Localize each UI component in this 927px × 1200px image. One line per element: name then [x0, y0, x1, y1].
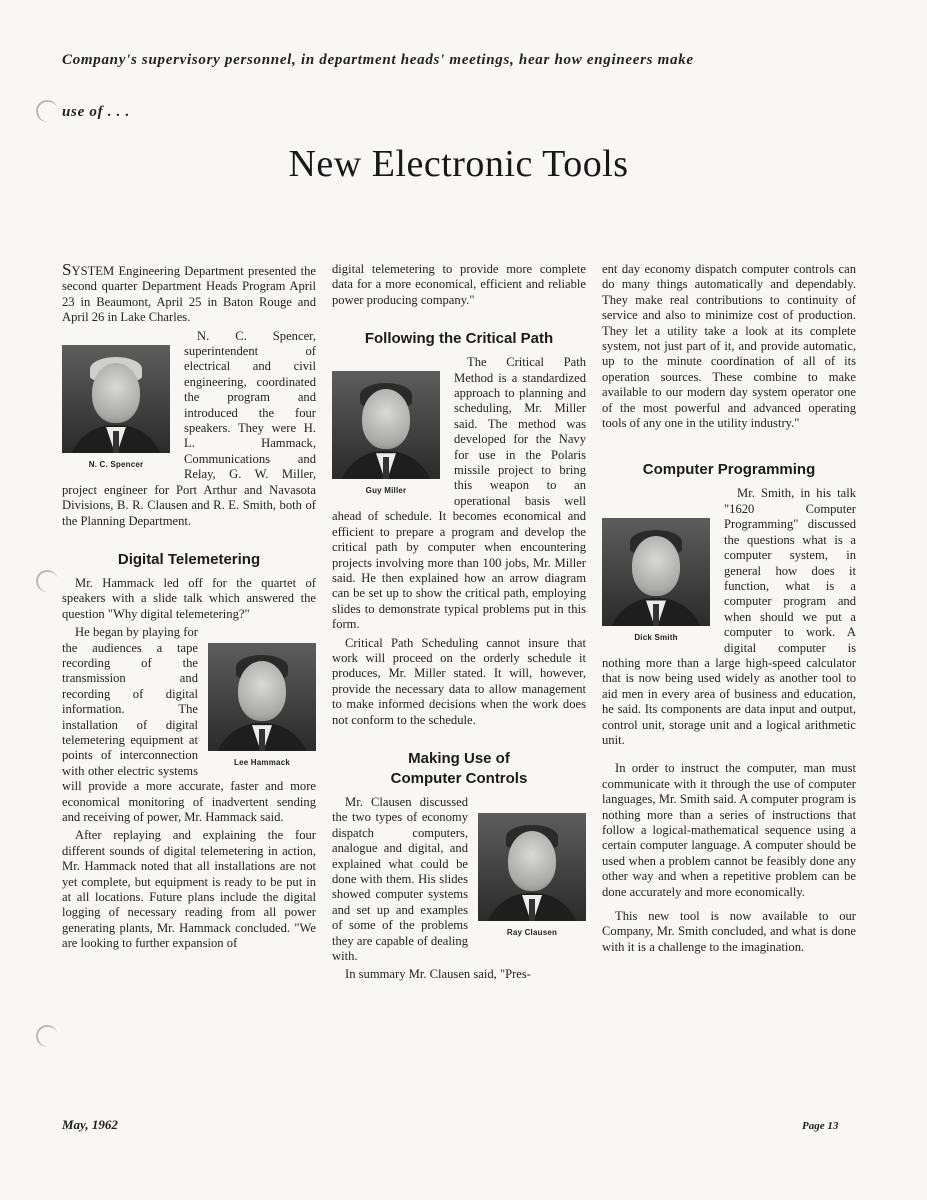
photo-caption: N. C. Spencer — [88, 459, 144, 469]
paragraph-text: YSTEM Engineering Department presented the second quarter Department Heads Program April 23 in Beaumont, April 25 in Baton Rouge and April 26 in Lake Charles. — [62, 264, 316, 325]
paragraph: digital telemetering to provide more complete data for a more economical, efficient and reliable power producing company." — [332, 262, 586, 307]
portrait-image — [602, 518, 710, 626]
column-2 — [332, 262, 586, 986]
section-heading-controls-line1: Making Use of — [408, 749, 510, 767]
paragraph: He began by playing for the audiences a tape recording of the transmission and recording of digital information. The installation of digital telemetering equipment at points of interconnection with other electric systems will provide a more accurate, faster and more economical monitoring of inadvertent sending and receiving of power, Mr. Hammack said. — [62, 625, 316, 824]
drop-cap: S — [62, 260, 72, 279]
column-3 — [602, 262, 856, 958]
article-title: New Electronic Tools — [288, 143, 629, 185]
paragraph: Mr. Hammack led off for the quartet of speakers with a slide talk which answered the question "Why digital telemetering?" — [62, 575, 316, 621]
paragraph — [62, 262, 316, 326]
photo-miller — [332, 371, 440, 498]
section-heading-controls-line2: Computer Controls — [390, 769, 528, 787]
paragraph: Mr. Clausen discussed the two types of economy dispatch computers, analogue and digital, and explained what could be done with them. His slides showed computer systems and set up and examples of some of the problems they are capable of dealing with. — [332, 794, 468, 964]
paragraph: After replaying and explaining the four different sounds of digital telemetering in action, Mr. Hammack noted that all installations are not yet complete, but equipment is ready to be put in at all locations. Future plans include the digital logging of necessary reading from all power generating plants, Mr. Hammack concluded. "We are looking to further expansion of — [62, 828, 316, 951]
paragraph: ent day economy dispatch computer controls can do many things automatically and dependably. They make real contributions to continuity of service and also to minimize cost of production. They let a utility take a look at its complete system, not just part of it, and provide automatic, up to the minute coordination of all of its operation sources. These combine to make available to our modern day system operator one of the most powerful and advanced operating tools of any one in the utility industry." — [602, 262, 856, 431]
paragraph: N. C. Spencer, superintendent of electrical and civil engineering, coordinated the program and introduced the four speakers. They were H. L. Hammack, Communications and Relay, G. W. Miller, project engineer for Port Arthur and Navasota Divisions, B. R. Clausen and R. E. Smith, both of the Planning Department. — [62, 328, 316, 528]
photo-caption: Ray Clausen — [506, 927, 558, 937]
photo-hammack — [208, 643, 316, 770]
column-1 — [62, 262, 316, 955]
photo-clausen — [478, 813, 586, 940]
photo-caption: Guy Miller — [365, 486, 407, 496]
photo-smith — [602, 518, 710, 645]
section-heading-computer-programming: Computer Programming — [642, 461, 816, 479]
punch-hole-mark — [34, 1023, 59, 1048]
portrait-image — [62, 345, 170, 453]
photo-caption: Dick Smith — [634, 633, 678, 643]
section-heading-critical-path: Following the Critical Path — [364, 330, 554, 348]
section-heading-digital-telemetering: Digital Telemetering — [117, 550, 261, 568]
footer-date: May, 1962 — [62, 1117, 118, 1132]
portrait-image — [332, 371, 440, 479]
paragraph: The Critical Path Method is a standardized approach to planning and scheduling, Mr. Miller said. The method was developed for the Navy for use in the Polaris missile project to bring this weapon to an operational basis well ahead of schedule. It becomes economical and efficient to prepare a program and develop the critical path by computer when encountering projects involving more than 100 jobs, Mr. Miller said. He then explained how an arrow diagram can be set up to show the critical path, employing slides to demonstrate typical problems put in this form. — [332, 355, 586, 632]
portrait-image — [478, 813, 586, 921]
punch-hole-mark — [34, 568, 59, 593]
footer-page-number: Page 13 — [802, 1120, 839, 1132]
paragraph: In order to instruct the computer, man must communicate with it through the use of computer languages, Mr. Smith said. A computer program is nothing more than a series of instructions that follow a logical-mathematical sequence using a certain computer language. A computer should be used when a problem cannot be feasibly done any other way and when a repetitive problem can be done accurately and more economically. — [602, 761, 856, 899]
intro-line-1: Company's supervisory personnel, in department heads' meetings, hear how engineers make — [62, 52, 694, 68]
photo-caption: Lee Hammack — [233, 758, 290, 768]
intro-line-2: use of . . . — [62, 104, 130, 120]
photo-spencer — [62, 345, 170, 472]
paragraph: Mr. Smith, in his talk "1620 Computer Programming" discussed the questions what is a computer system, in general how does it function, what is a computer program and when should we put a computer to work. A digital computer is nothing more than a large high-speed calculator that is now being used widely as another tool to aid men in every area of business and education, he said. Its components are data input and output, control unit, storage unit and a logical arithmetic unit. — [602, 486, 856, 747]
portrait-image — [208, 643, 316, 751]
paragraph: In summary Mr. Clausen said, "Pres- — [345, 967, 531, 982]
punch-hole-mark — [34, 98, 59, 123]
paragraph: Critical Path Scheduling cannot insure that work will proceed on the orderly schedule it produces, Mr. Miller stated. It will, however, provide the necessary data to allow management to make informed decisions when the work does not conform to the schedule. — [332, 635, 586, 727]
paragraph: This new tool is now available to our Company, Mr. Smith concluded, and what is done with it is a challenge to the imagination. — [602, 909, 856, 954]
